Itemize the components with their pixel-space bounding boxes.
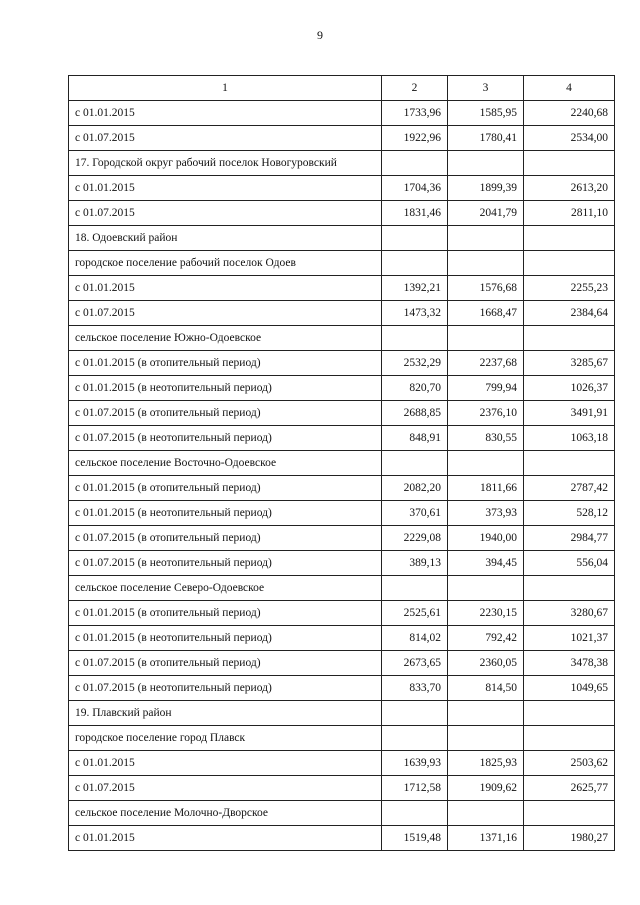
table-row	[69, 801, 615, 826]
row-label: с 01.07.2015 (в отопительный период)	[69, 401, 382, 426]
value-cell-col2: 1392,21	[382, 276, 448, 301]
value-cell-col3	[448, 451, 524, 476]
value-cell-col2: 370,61	[382, 501, 448, 526]
column-header-1: 1	[69, 76, 382, 101]
value-cell-col2: 1704,36	[382, 176, 448, 201]
value-cell-col2: 2082,20	[382, 476, 448, 501]
row-label: с 01.01.2015	[69, 826, 382, 851]
value-cell-col4: 2787,42	[524, 476, 615, 501]
value-cell-col4	[524, 326, 615, 351]
value-cell-col2	[382, 151, 448, 176]
value-cell-col2	[382, 801, 448, 826]
value-cell-col2	[382, 326, 448, 351]
value-cell-col4	[524, 801, 615, 826]
row-label: 17. Городской округ рабочий поселок Новогуровский	[69, 151, 382, 176]
value-cell-col2: 1922,96	[382, 126, 448, 151]
table-row	[69, 401, 615, 426]
value-cell-col2	[382, 251, 448, 276]
value-cell-col2: 2688,85	[382, 401, 448, 426]
value-cell-col3: 1825,93	[448, 751, 524, 776]
value-cell-col2: 2229,08	[382, 526, 448, 551]
row-label: с 01.07.2015 (в неотопительный период)	[69, 676, 382, 701]
value-cell-col4	[524, 576, 615, 601]
table-header-row	[69, 76, 615, 101]
value-cell-col3	[448, 251, 524, 276]
table-body	[69, 101, 615, 851]
value-cell-col4	[524, 251, 615, 276]
value-cell-col4: 2811,10	[524, 201, 615, 226]
value-cell-col3	[448, 701, 524, 726]
value-cell-col4: 3478,38	[524, 651, 615, 676]
value-cell-col4: 2984,77	[524, 526, 615, 551]
row-label: с 01.01.2015 (в неотопительный период)	[69, 501, 382, 526]
value-cell-col2: 389,13	[382, 551, 448, 576]
value-cell-col3	[448, 726, 524, 751]
value-cell-col2: 2525,61	[382, 601, 448, 626]
table-row	[69, 776, 615, 801]
value-cell-col4: 1063,18	[524, 426, 615, 451]
value-cell-col2: 1733,96	[382, 101, 448, 126]
value-cell-col2: 833,70	[382, 676, 448, 701]
value-cell-col4	[524, 701, 615, 726]
value-cell-col3: 814,50	[448, 676, 524, 701]
row-label: сельское поселение Северо-Одоевское	[69, 576, 382, 601]
table-row	[69, 451, 615, 476]
value-cell-col3: 2237,68	[448, 351, 524, 376]
row-label: с 01.07.2015	[69, 201, 382, 226]
value-cell-col3	[448, 801, 524, 826]
value-cell-col4: 2503,62	[524, 751, 615, 776]
value-cell-col4	[524, 726, 615, 751]
table-row	[69, 576, 615, 601]
value-cell-col3: 1909,62	[448, 776, 524, 801]
value-cell-col3: 1668,47	[448, 301, 524, 326]
value-cell-col4: 3491,91	[524, 401, 615, 426]
value-cell-col4: 2384,64	[524, 301, 615, 326]
value-cell-col3: 1811,66	[448, 476, 524, 501]
value-cell-col3: 2360,05	[448, 651, 524, 676]
row-label: городское поселение город Плавск	[69, 726, 382, 751]
column-header-2: 2	[382, 76, 448, 101]
value-cell-col3: 373,93	[448, 501, 524, 526]
value-cell-col4: 2534,00	[524, 126, 615, 151]
value-cell-col2: 2673,65	[382, 651, 448, 676]
value-cell-col3: 1940,00	[448, 526, 524, 551]
table-row	[69, 476, 615, 501]
value-cell-col4: 2625,77	[524, 776, 615, 801]
row-label: с 01.07.2015	[69, 126, 382, 151]
table-row	[69, 751, 615, 776]
table-row	[69, 826, 615, 851]
row-label: с 01.07.2015 (в неотопительный период)	[69, 551, 382, 576]
table-row	[69, 151, 615, 176]
value-cell-col3: 1576,68	[448, 276, 524, 301]
value-cell-col3: 799,94	[448, 376, 524, 401]
value-cell-col4: 3285,67	[524, 351, 615, 376]
value-cell-col4: 1026,37	[524, 376, 615, 401]
row-label: с 01.01.2015 (в неотопительный период)	[69, 376, 382, 401]
table-row	[69, 301, 615, 326]
table-row	[69, 426, 615, 451]
value-cell-col2: 820,70	[382, 376, 448, 401]
table-row	[69, 526, 615, 551]
value-cell-col4	[524, 451, 615, 476]
table-row	[69, 226, 615, 251]
row-label: с 01.01.2015 (в отопительный период)	[69, 476, 382, 501]
value-cell-col3: 2041,79	[448, 201, 524, 226]
row-label: сельское поселение Южно-Одоевское	[69, 326, 382, 351]
table-row	[69, 101, 615, 126]
value-cell-col3: 2376,10	[448, 401, 524, 426]
table-row	[69, 201, 615, 226]
row-label: 19. Плавский район	[69, 701, 382, 726]
row-label: с 01.07.2015 (в неотопительный период)	[69, 426, 382, 451]
table-row	[69, 126, 615, 151]
row-label: 18. Одоевский район	[69, 226, 382, 251]
row-label: с 01.01.2015	[69, 101, 382, 126]
value-cell-col2: 2532,29	[382, 351, 448, 376]
table-row	[69, 676, 615, 701]
table-row	[69, 326, 615, 351]
value-cell-col4: 556,04	[524, 551, 615, 576]
row-label: с 01.01.2015	[69, 751, 382, 776]
value-cell-col4	[524, 226, 615, 251]
value-cell-col3: 1780,41	[448, 126, 524, 151]
value-cell-col2: 1639,93	[382, 751, 448, 776]
value-cell-col3: 394,45	[448, 551, 524, 576]
value-cell-col3: 792,42	[448, 626, 524, 651]
value-cell-col2	[382, 576, 448, 601]
value-cell-col2	[382, 226, 448, 251]
column-header-4: 4	[524, 76, 615, 101]
value-cell-col2: 848,91	[382, 426, 448, 451]
value-cell-col4: 3280,67	[524, 601, 615, 626]
value-cell-col2	[382, 726, 448, 751]
value-cell-col3: 1371,16	[448, 826, 524, 851]
row-label: с 01.07.2015 (в отопительный период)	[69, 526, 382, 551]
value-cell-col4: 2255,23	[524, 276, 615, 301]
value-cell-col2	[382, 701, 448, 726]
value-cell-col3	[448, 576, 524, 601]
table-row	[69, 701, 615, 726]
row-label: сельское поселение Восточно-Одоевское	[69, 451, 382, 476]
value-cell-col3: 1585,95	[448, 101, 524, 126]
row-label: сельское поселение Молочно-Дворское	[69, 801, 382, 826]
table-row	[69, 601, 615, 626]
row-label: с 01.01.2015 (в неотопительный период)	[69, 626, 382, 651]
value-cell-col2: 1831,46	[382, 201, 448, 226]
row-label: с 01.01.2015 (в отопительный период)	[69, 601, 382, 626]
row-label: с 01.01.2015	[69, 176, 382, 201]
value-cell-col3	[448, 151, 524, 176]
page-number: 9	[317, 28, 323, 42]
value-cell-col4: 2240,68	[524, 101, 615, 126]
value-cell-col2	[382, 451, 448, 476]
table-row	[69, 351, 615, 376]
table-row	[69, 551, 615, 576]
table-row	[69, 651, 615, 676]
row-label: с 01.07.2015	[69, 776, 382, 801]
value-cell-col4: 1021,37	[524, 626, 615, 651]
value-cell-col2: 1473,32	[382, 301, 448, 326]
table-row	[69, 276, 615, 301]
row-label: с 01.07.2015 (в отопительный период)	[69, 651, 382, 676]
value-cell-col2: 814,02	[382, 626, 448, 651]
column-header-3: 3	[448, 76, 524, 101]
tariff-table	[68, 75, 615, 851]
table-row	[69, 626, 615, 651]
value-cell-col4: 1049,65	[524, 676, 615, 701]
row-label: с 01.01.2015 (в отопительный период)	[69, 351, 382, 376]
value-cell-col2: 1519,48	[382, 826, 448, 851]
table-row	[69, 176, 615, 201]
value-cell-col4: 2613,20	[524, 176, 615, 201]
value-cell-col4	[524, 151, 615, 176]
table-row	[69, 251, 615, 276]
row-label: городское поселение рабочий поселок Одоев	[69, 251, 382, 276]
table-row	[69, 501, 615, 526]
table-row	[69, 376, 615, 401]
value-cell-col3: 1899,39	[448, 176, 524, 201]
table-row	[69, 726, 615, 751]
value-cell-col4: 528,12	[524, 501, 615, 526]
value-cell-col3: 2230,15	[448, 601, 524, 626]
value-cell-col2: 1712,58	[382, 776, 448, 801]
value-cell-col3: 830,55	[448, 426, 524, 451]
row-label: с 01.07.2015	[69, 301, 382, 326]
value-cell-col3	[448, 226, 524, 251]
value-cell-col3	[448, 326, 524, 351]
value-cell-col4: 1980,27	[524, 826, 615, 851]
row-label: с 01.01.2015	[69, 276, 382, 301]
